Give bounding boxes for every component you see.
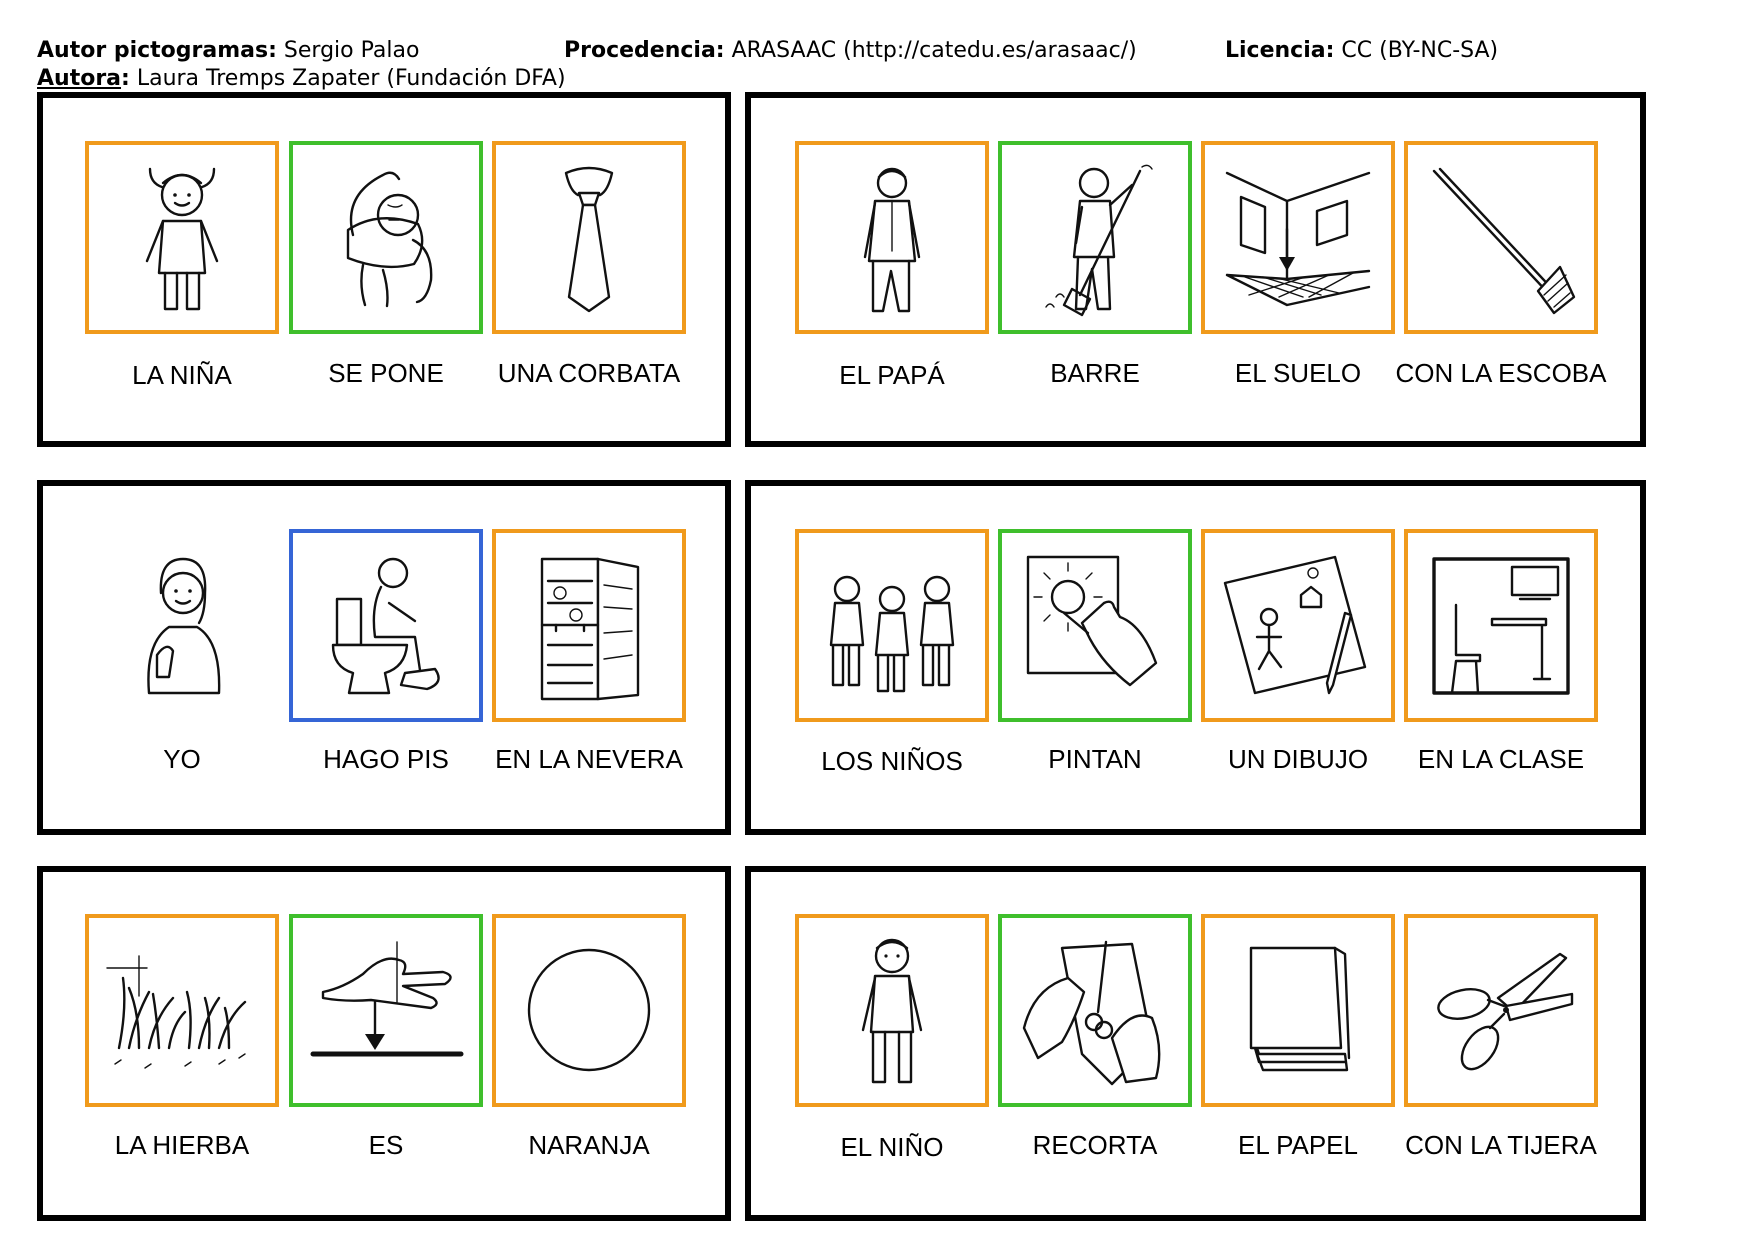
card-el-papa <box>795 141 989 334</box>
card-es <box>289 914 483 1107</box>
credit-license <box>1225 38 1498 64</box>
classroom-icon <box>1408 533 1594 718</box>
credit-author-pictograms-label: Autor pictogramas: <box>37 38 277 63</box>
sweeping-icon <box>1002 145 1188 330</box>
credit-license-label: Licencia: <box>1225 38 1335 63</box>
card-el-nino <box>795 914 989 1107</box>
grass-icon <box>89 918 275 1103</box>
card-recorta <box>998 914 1192 1107</box>
card-un-dibujo <box>1201 529 1395 722</box>
label-la-hierba: LA HIERBA <box>114 1130 250 1160</box>
card-en-la-clase <box>1404 529 1598 722</box>
label-hago-pis: HAGO PIS <box>323 744 449 774</box>
label-en-la-clase: EN LA CLASE <box>1417 744 1585 774</box>
paper-icon <box>1205 918 1391 1103</box>
label-pintan: PINTAN <box>1048 744 1142 774</box>
label-recorta: RECORTA <box>1032 1130 1158 1160</box>
credit-origin <box>564 38 1137 64</box>
label-el-nino: EL NIÑO <box>840 1132 944 1162</box>
label-con-la-escoba: CON LA ESCOBA <box>1395 358 1607 388</box>
tie-icon <box>496 145 682 330</box>
label-la-nina: LA NIÑA <box>132 360 232 390</box>
dressing-icon <box>293 145 479 330</box>
boy-icon <box>799 918 985 1103</box>
card-hago-pis <box>289 529 483 722</box>
label-un-dibujo: UN DIBUJO <box>1227 744 1369 774</box>
girl-icon <box>89 145 275 330</box>
card-yo <box>85 529 279 722</box>
label-barre: BARRE <box>1050 358 1140 388</box>
broom-icon <box>1408 145 1594 330</box>
card-los-ninos <box>795 529 989 722</box>
card-pintan <box>998 529 1192 722</box>
cutting-icon <box>1002 918 1188 1103</box>
card-con-la-tijera <box>1404 914 1598 1107</box>
painting-icon <box>1002 533 1188 718</box>
label-es: ES <box>368 1130 404 1160</box>
credit-origin-label: Procedencia: <box>564 38 725 63</box>
card-barre <box>998 141 1192 334</box>
card-el-suelo <box>1201 141 1395 334</box>
card-se-pone <box>289 141 483 334</box>
floor-icon <box>1205 145 1391 330</box>
credit-origin-value: ARASAAC (http://catedu.es/arasaac/) <box>731 38 1137 63</box>
toilet-icon <box>293 533 479 718</box>
card-la-nina <box>85 141 279 334</box>
card-naranja <box>492 914 686 1107</box>
label-se-pone: SE PONE <box>328 358 444 388</box>
label-naranja: NARANJA <box>528 1130 650 1160</box>
scissors-icon <box>1408 918 1594 1103</box>
circle-icon <box>496 918 682 1103</box>
label-los-ninos: LOS NIÑOS <box>821 746 963 776</box>
drawing-icon <box>1205 533 1391 718</box>
label-con-la-tijera: CON LA TIJERA <box>1405 1130 1597 1160</box>
is-icon <box>293 918 479 1103</box>
label-el-papel: EL PAPEL <box>1238 1130 1358 1160</box>
label-yo: YO <box>163 744 201 774</box>
credit-author-value: Laura Tremps Zapater (Fundación DFA) <box>136 66 566 91</box>
me-icon <box>89 533 275 718</box>
card-la-hierba <box>85 914 279 1107</box>
card-en-la-nevera <box>492 529 686 722</box>
credit-author-label: Autora <box>37 66 122 91</box>
label-una-corbata: UNA CORBATA <box>497 358 681 388</box>
label-en-la-nevera: EN LA NEVERA <box>495 744 683 774</box>
credit-author-colon: : <box>121 66 130 91</box>
card-con-la-escoba <box>1404 141 1598 334</box>
label-el-papa: EL PAPÁ <box>839 360 945 390</box>
card-una-corbata <box>492 141 686 334</box>
credit-author-pictograms <box>37 38 419 64</box>
credit-author-pictograms-value: Sergio Palao <box>283 38 420 63</box>
man-icon <box>799 145 985 330</box>
card-el-papel <box>1201 914 1395 1107</box>
credit-license-value: CC (BY-NC-SA) <box>1341 38 1499 63</box>
fridge-icon <box>496 533 682 718</box>
label-el-suelo: EL SUELO <box>1234 358 1362 388</box>
children-icon <box>799 533 985 718</box>
credit-author <box>37 66 566 92</box>
